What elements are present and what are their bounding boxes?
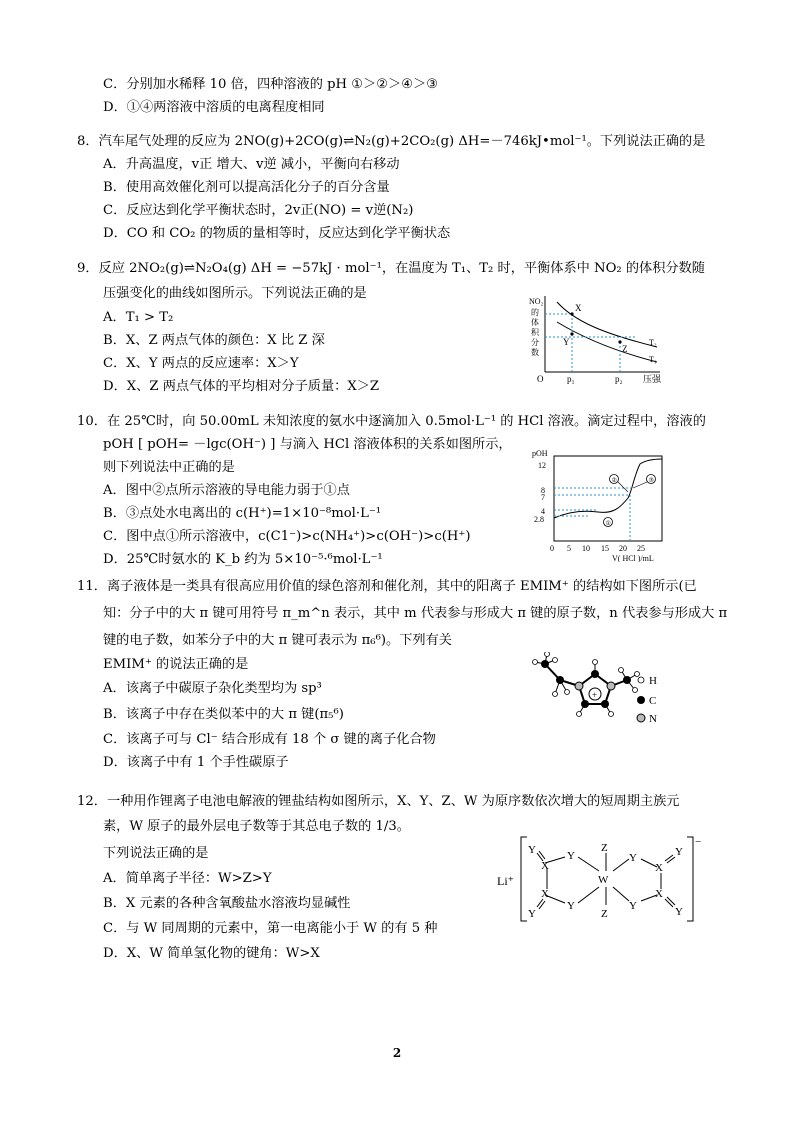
q10-xtick-10: 10: [582, 544, 590, 553]
q12-atom-z2: Z: [601, 908, 608, 920]
svg-text:的: 的: [531, 308, 539, 317]
q12-atom-y2: Y: [567, 850, 575, 862]
q9-ylabel-1: NO₂: [529, 297, 544, 306]
q12-figure: [495, 835, 705, 925]
q12-stem-line1: 12．一种用作锂离子电池电解液的锂盐结构如图所示，X、Y、Z、W 为原序数依次增大的短周期主族元: [77, 794, 680, 809]
q9-option-a: A．T₁ > T₂: [103, 310, 174, 325]
svg-text:数: 数: [531, 348, 539, 357]
q10-option-c: C．图中点①所示溶液中，c(C1⁻)>c(NH₄⁺)>c(OH⁻)>c(H⁺): [103, 529, 471, 544]
q10-ytick-7: 7: [541, 493, 545, 502]
q9-figure: [525, 292, 675, 384]
q9-point-z: Z: [622, 344, 628, 354]
svg-text:分: 分: [531, 338, 539, 347]
q10-ylabel: pOH: [532, 449, 548, 458]
q12-atom-w: W: [598, 874, 609, 886]
q12-option-a: A．简单离子半径：W>Z>Y: [103, 871, 272, 886]
q11-option-b: B．该离子中存在类似苯中的大 π 键(π₅⁶): [103, 707, 344, 722]
q7-option-c: C．分别加水稀释 10 倍，四种溶液的 pH ①＞②＞④＞③: [103, 77, 439, 92]
svg-text:积: 积: [531, 328, 539, 337]
q11-stem-line3: 键的电子数，如苯分子中的大 π 键可表示为 π₆⁶)。下列有关: [103, 633, 452, 648]
q12-atom-y6: Y: [629, 900, 637, 912]
q9-stem-line1: 9．反应 2NO₂(g)⇌N₂O₄(g) ΔH = −57kJ · mol⁻¹，在温度为 T₁、T₂ 时，平衡体系中 NO₂ 的体积分数随: [77, 261, 705, 276]
q7-option-d: D．①④两溶液中溶质的电离程度相同: [103, 100, 325, 115]
q12-atom-y8: Y: [675, 906, 683, 918]
q11-option-d: D．该离子中有 1 个手性碳原子: [103, 755, 289, 770]
q11-stem-line4: EMIM⁺ 的说法正确的是: [103, 657, 249, 672]
q12-atom-y3: Y: [528, 908, 536, 920]
q10-figure: [528, 446, 676, 562]
q10-xtick-15: 15: [601, 544, 609, 553]
q8-option-d: D．CO 和 CO₂ 的物质的量相等时，反应达到化学平衡状态: [103, 226, 451, 241]
q12-stem-line3: 下列说法正确的是: [103, 846, 209, 861]
q9-stem-line2: 压强变化的曲线如图所示。下列说法正确的是: [103, 286, 367, 301]
q12-charge: −: [695, 836, 702, 848]
q10-ytick-4: 4: [541, 507, 545, 516]
q10-xtick-0: 0: [550, 544, 554, 553]
q10-mark-3: ③: [648, 478, 654, 484]
q12-atom-y5: Y: [629, 852, 637, 864]
q10-option-b: B．③点处水电离出的 c(H⁺)=1×10⁻⁸mol·L⁻¹: [103, 506, 382, 521]
q11-option-c: C．该离子可与 Cl⁻ 结合形成有 18 个 σ 键的离子化合物: [103, 732, 436, 747]
q11-option-a: A．该离子中碳原子杂化类型均为 sp³: [103, 681, 322, 696]
q12-atom-x2: X: [541, 888, 549, 900]
q10-ytick-2-8: 2.8: [534, 515, 544, 524]
q10-mark-1: ①: [605, 521, 611, 527]
page-number: 2: [392, 1046, 402, 1060]
q11-stem-line1: 11．离子液体是一类具有很高应用价值的绿色溶剂和催化剂，其中的阳离子 EMIM⁺ 的结构如下图所示(已: [77, 579, 697, 594]
q10-xtick-25: 25: [637, 544, 645, 553]
q10-stem-line2: pOH [ pOH= －lgc(OH⁻) ] 与滴入 HCl 溶液体积的关系如图所示，: [103, 437, 512, 452]
q9-xlabel: 压强: [643, 374, 662, 384]
svg-text:体: 体: [531, 318, 539, 327]
q9-label-t1: T₁: [649, 355, 657, 364]
q12-atom-z1: Z: [601, 842, 608, 854]
q10-mark-2: ②: [611, 478, 617, 484]
q9-label-t2: T₂: [649, 338, 657, 347]
q11-stem-line2: 知：分子中的大 π 键可用符号 π_m^n 表示，其中 m 代表参与形成大 π 键的原子数，n 代表参与形成大 π: [103, 606, 728, 621]
q11-legend-h: H: [649, 675, 657, 687]
q12-atom-y4: Y: [567, 900, 575, 912]
q12-stem-line2: 素，W 原子的最外层电子数等于其总电子数的 1/3。: [103, 819, 410, 834]
q9-option-b: B．X、Z 两点气体的颜色：X 比 Z 深: [103, 333, 325, 348]
q12-option-b: B．X 元素的各种含氧酸盐水溶液均显碱性: [103, 896, 351, 911]
q9-point-x: X: [575, 303, 582, 313]
q10-ytick-12: 12: [538, 461, 546, 470]
q9-origin: O: [537, 374, 544, 384]
q9-option-d: D．X、Z 两点气体的平均相对分子质量：X＞Z: [103, 379, 380, 394]
q10-ytick-8: 8: [541, 486, 545, 495]
q8-stem: 8．汽车尾气处理的反应为 2NO(g)+2CO(g)⇌N₂(g)+2CO₂(g) ΔH=－746kJ•mol⁻¹。下列说法正确的是: [77, 134, 706, 149]
q8-option-b: B．使用高效催化剂可以提高活化分子的百分含量: [103, 180, 390, 195]
q10-stem-line3: 则下列说法中正确的是: [103, 460, 235, 475]
q11-legend-c: C: [649, 695, 657, 707]
q11-emim-structure: [515, 652, 675, 742]
q12-option-d: D．X、W 简单氢化物的键角：W>X: [103, 946, 320, 961]
q12-atom-y7: Y: [675, 846, 683, 858]
q10-xlabel: V( HCl )/mL: [612, 554, 654, 562]
q11-legend-n: N: [649, 713, 657, 725]
q9-tick-p1: p₁: [567, 374, 575, 384]
q9-curve-t2: [557, 302, 657, 347]
q10-option-a: A．图中②点所示溶液的导电能力弱于①点: [103, 483, 350, 498]
q9-option-c: C．X、Y 两点的反应速率：X＞Y: [103, 356, 299, 371]
q10-option-d: D．25℃时氨水的 K_b 约为 5×10⁻⁵·⁶mol·L⁻¹: [103, 552, 383, 567]
q12-atom-x4: X: [655, 888, 663, 900]
svg-text:+: +: [592, 690, 598, 700]
q12-option-c: C．与 W 同周期的元素中，第一电离能小于 W 的有 5 种: [103, 921, 438, 936]
q8-option-a: A．升高温度，v正 增大、v逆 减小，平衡向右移动: [103, 157, 400, 172]
q10-xtick-20: 20: [619, 544, 627, 553]
q10-stem-line1: 10．在 25℃时，向 50.00mL 未知浓度的氨水中逐滴加入 0.5mol·L⁻¹ 的 HCl 溶液。滴定过程中，溶液的: [77, 414, 706, 429]
q9-point-y: Y: [563, 337, 570, 347]
q8-option-c: C．反应达到化学平衡状态时，2v正(NO) = v逆(N₂): [103, 203, 414, 218]
q12-atom-y1: Y: [528, 844, 536, 856]
q12-li-label: Li⁺: [497, 874, 514, 888]
q12-atom-x1: X: [541, 860, 549, 872]
q12-atom-x3: X: [655, 862, 663, 874]
q10-xtick-5: 5: [567, 544, 571, 553]
q9-tick-p2: p₂: [615, 374, 623, 384]
